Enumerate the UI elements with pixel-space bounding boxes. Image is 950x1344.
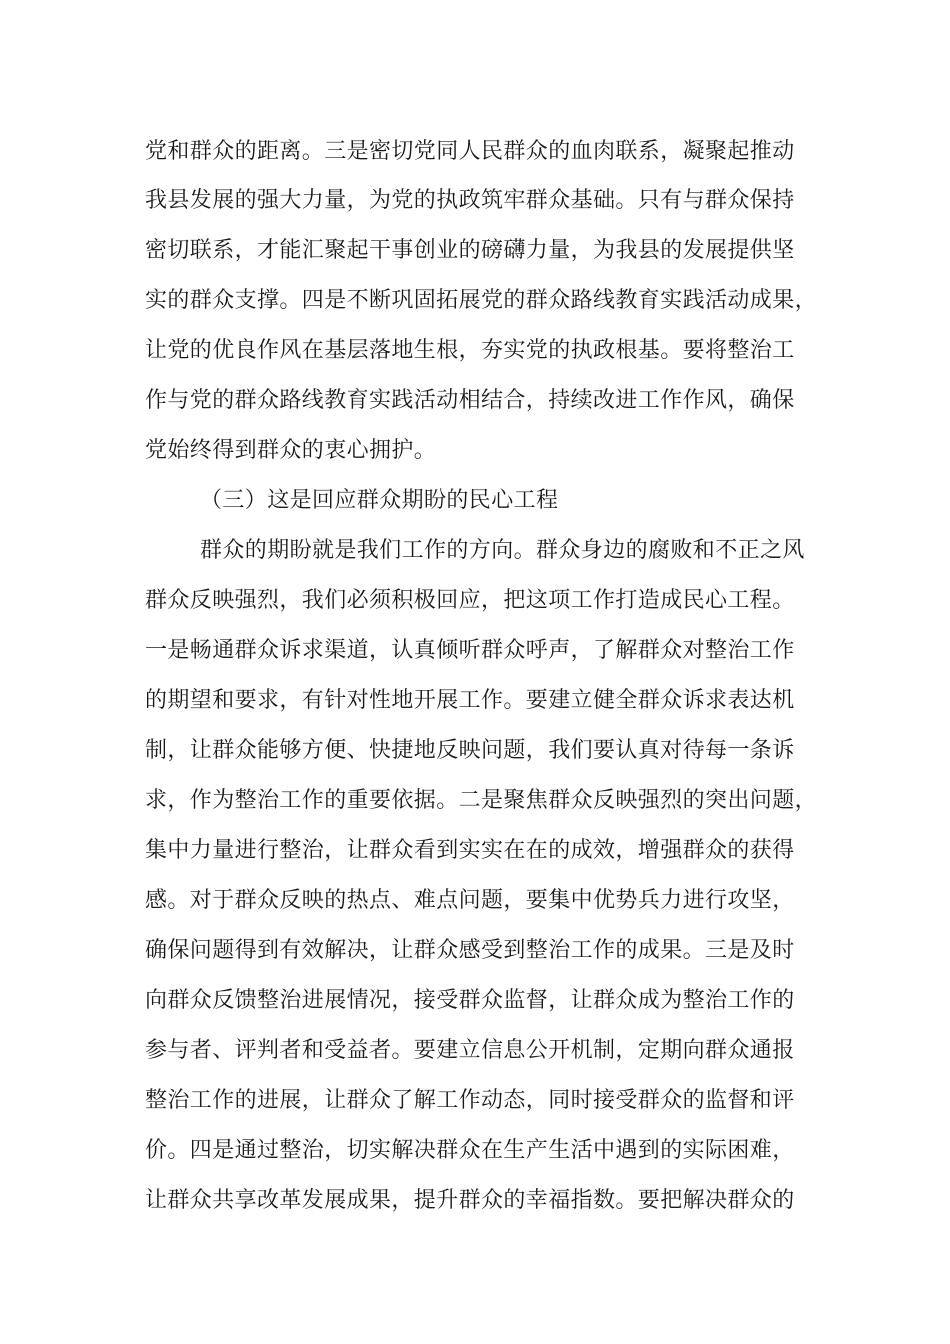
text-line: 我县发展的强大力量，为党的执政筑牢群众基础。只有与群众保持 — [145, 188, 795, 213]
text-line: 价。四是通过整治，切实解决群众在生产生活中遇到的实际困难， — [145, 1138, 795, 1163]
text-line: 实的群众支撑。四是不断巩固拓展党的群众路线教育实践活动成果， — [145, 288, 818, 313]
text-line: 党和群众的距离。三是密切党同人民群众的血肉联系，凝聚起推动 — [145, 139, 795, 164]
text-line: 群众反映强烈，我们必须积极回应，把这项工作打造成民心工程。 — [145, 588, 795, 613]
text-line: 参与者、评判者和受益者。要建立信息公开机制，定期向群众通报 — [145, 1038, 795, 1063]
text-line: 确保问题得到有效解决，让群众感受到整治工作的成果。三是及时 — [145, 938, 795, 963]
section-heading: （三）这是回应群众期盼的民心工程 — [200, 488, 559, 513]
paragraph-first-line: 群众的期盼就是我们工作的方向。群众身边的腐败和不正之风 — [200, 538, 805, 563]
text-line: 向群众反馈整治进展情况，接受群众监督，让群众成为整治工作的 — [145, 988, 795, 1013]
text-line: 作与党的群众路线教育实践活动相结合，持续改进工作作风，确保 — [145, 388, 795, 413]
text-line: 让群众共享改革发展成果，提升群众的幸福指数。要把解决群众的 — [145, 1188, 795, 1213]
text-line: 整治工作的进展，让群众了解工作动态，同时接受群众的监督和评 — [145, 1088, 795, 1113]
text-line: 的期望和要求，有针对性地开展工作。要建立健全群众诉求表达机 — [145, 688, 795, 713]
text-line: 感。对于群众反映的热点、难点问题，要集中优势兵力进行攻坚， — [145, 888, 795, 913]
text-line: 一是畅通群众诉求渠道，认真倾听群众呼声，了解群众对整治工作 — [145, 638, 795, 663]
text-line: 让党的优良作风在基层落地生根，夯实党的执政根基。要将整治工 — [145, 338, 795, 363]
text-line: 求，作为整治工作的重要依据。二是聚焦群众反映强烈的突出问题， — [145, 788, 818, 813]
text-line: 集中力量进行整治，让群众看到实实在在的成效，增强群众的获得 — [145, 838, 795, 863]
text-line: 党始终得到群众的衷心拥护。 — [145, 438, 437, 463]
text-line: 制，让群众能够方便、快捷地反映问题，我们要认真对待每一条诉 — [145, 738, 795, 763]
text-line: 密切联系，才能汇聚起干事创业的磅礴力量，为我县的发展提供坚 — [145, 238, 795, 263]
